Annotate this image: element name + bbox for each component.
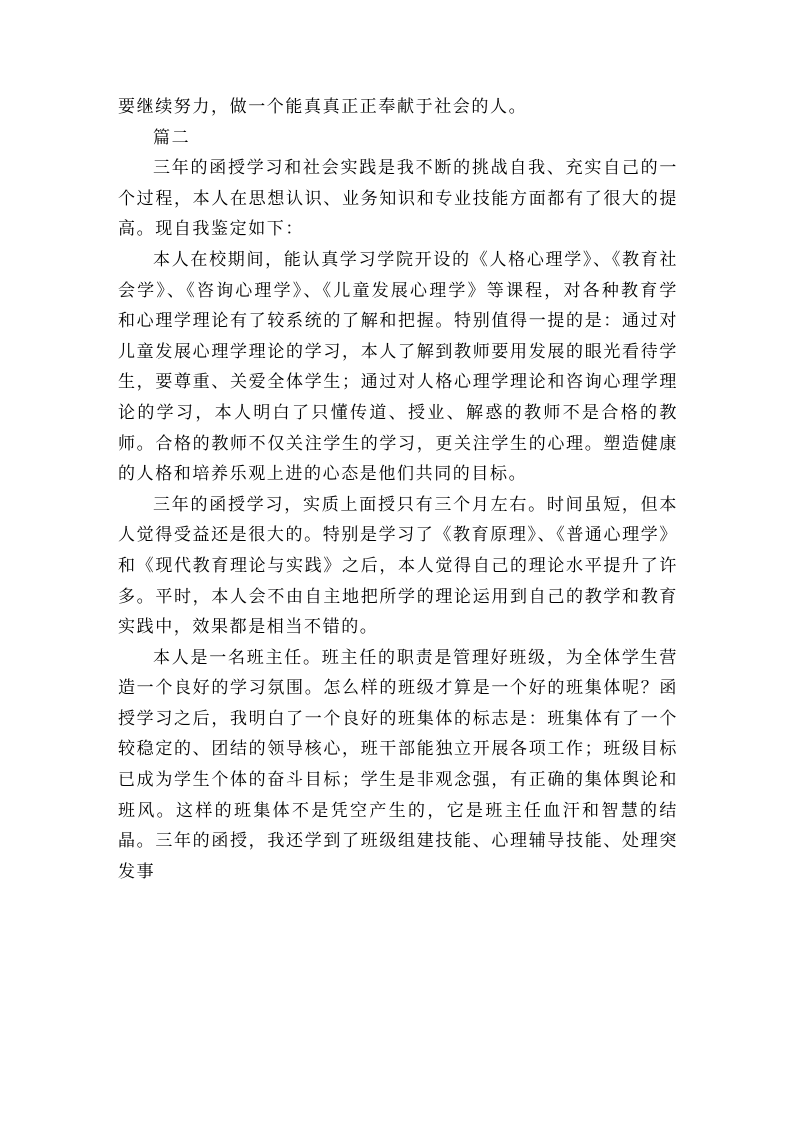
paragraph-continuation: 要继续努力，做一个能真真正正奉献于社会的人。 [118,97,528,117]
paragraph-courses: 本人在校期间，能认真学习学院开设的《人格心理学》、《教育社会学》、《咨询心理学》、《儿童发展心理学》等课程，对各种教育学和心理学理论有了较系统的了解和把握。特别值得一提的是：通过对儿童发展心理学理论的学习，本人了解到教师要用发展的眼光看待学生，要尊重、关爱全体学生；通过对人格心理学理论和咨询心理学理论的学习，本人明白了只懂传道、授业、解惑的教师不是合格的教师。合格的教师不仅关注学生的学习，更关注学生的心理。塑造健康的人格和培养乐观上进的心态是他们共同的目标。 [118,249,678,485]
paragraph-class-teacher: 本人是一名班主任。班主任的职责是管理好班级，为全体学生营造一个良好的学习氛围。怎么样的班级才算是一个好的班集体呢？函授学习之后，我明白了一个良好的班集体的标志是：班集体有了一个较稳定的、团结的领导核心，班干部能独立开展各项工作；班级目标已成为学生个体的奋斗目标；学生是非观念强，有正确的集体舆论和班风。这样的班集体不是凭空产生的，它是班主任血汗和智慧的结晶。三年的函授，我还学到了班级组建技能、心理辅导技能、处理突发事 [118,647,678,882]
section-heading: 篇二 [153,127,191,148]
paragraph-intro: 三年的函授学习和社会实践是我不断的挑战自我、充实自己的一个过程，本人在思想认识、业务知识和专业技能方面都有了很大的提高。现自我鉴定如下： [118,158,678,240]
paragraph-study: 三年的函授学习，实质上面授只有三个月左右。时间虽短，但本人觉得受益还是很大的。特别是学习了《教育原理》、《普通心理学》和《现代教育理论与实践》之后，本人觉得自己的理论水平提升了许多。平时，本人会不由自主地把所学的理论运用到自己的教学和教育实践中，效果都是相当不错的。 [118,494,678,638]
document-page [118,92,678,887]
